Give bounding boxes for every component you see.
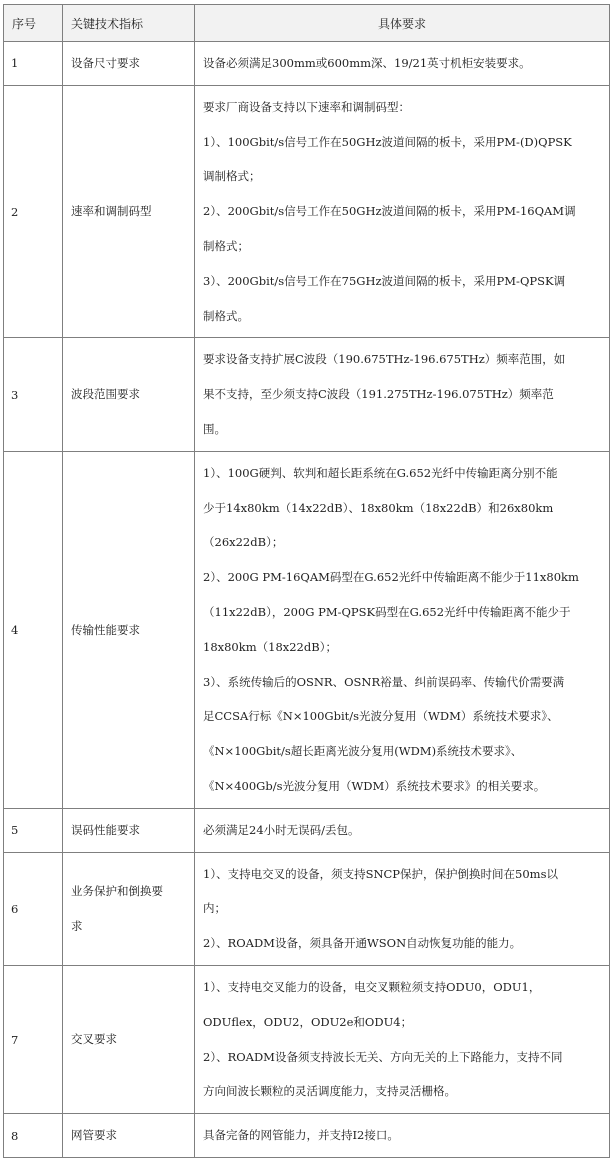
cell-specific-requirement (195, 42, 610, 86)
table-row (4, 451, 610, 808)
indicator-text-line: 波段范围要求 (71, 387, 140, 402)
indicator-text-line: 速率和调制码型 (71, 204, 152, 219)
requirement-text-line: 设备必须满足300mm或600mm深、19/21英寸机柜安装要求。 (203, 56, 531, 70)
requirement-text-line: （11x22dB），200G PM-QPSK码型在G.652光纤中传输距离不能少于 (203, 604, 571, 619)
cell-key-indicator (63, 42, 195, 86)
requirement-text-line: 3）、系统传输后的OSNR、OSNR裕量、纠前误码率、传输代价需要满 (203, 674, 565, 689)
indicator-text-line: 设备尺寸要求 (71, 56, 140, 71)
indicator-text-line: 网管要求 (71, 1128, 117, 1143)
requirements-table (3, 4, 610, 1158)
requirement-text-line: 1）、支持电交叉的设备，须支持SNCP保护，保护倒换时间在50ms以 (203, 866, 558, 881)
requirement-text-line: 1）、支持电交叉能力的设备，电交叉颗粒须支持ODU0，ODU1， (203, 979, 541, 994)
cell-key-indicator (63, 1114, 195, 1158)
header-key-indicator: 关键技术指标 (63, 5, 195, 42)
indicator-text-line: 交叉要求 (71, 1032, 117, 1047)
indicator-text-line: 误码性能要求 (71, 822, 140, 837)
requirement-text-line: 1）、100Gbit/s信号工作在50GHz波道间隔的板卡，采用PM-(D)QPSK (203, 134, 572, 149)
table-body (4, 42, 610, 1158)
cell-serial-number: 2 (4, 85, 63, 338)
requirement-text-line: 要求厂商设备支持以下速率和调制码型： (203, 99, 410, 114)
cell-specific-requirement (195, 451, 610, 808)
requirement-text-line: 要求设备支持扩展C波段（190.675THz-196.675THz）频率范围，如 (203, 352, 566, 367)
requirement-text-line: 制格式； (203, 238, 249, 253)
cell-specific-requirement (195, 852, 610, 965)
requirement-text-line: ODUflex，ODU2，ODU2e和ODU4； (203, 1014, 413, 1029)
cell-serial-number: 3 (4, 338, 63, 451)
requirement-text-line: 《N×100Gbit/s超长距离光波分复用(WDM)系统技术要求》、 (203, 744, 523, 759)
indicator-text-line: 业务保护和倒换要 (71, 884, 163, 899)
cell-serial-number: 7 (4, 965, 63, 1113)
requirement-text-line: 制格式。 (203, 308, 249, 323)
header-specific-requirement: 具体要求 (195, 5, 610, 42)
cell-specific-requirement (195, 808, 610, 852)
table-row (4, 965, 610, 1113)
requirement-text-line: 2）、ROADM设备须支持波长无关、方向无关的上下路能力，支持不同 (203, 1049, 563, 1064)
cell-serial-number: 5 (4, 808, 63, 852)
requirement-text-line: 果不支持，至少须支持C波段（191.275THz-196.075THz）频率范 (203, 387, 554, 402)
table-row (4, 852, 610, 965)
header-serial-number: 序号 (4, 5, 63, 42)
requirement-text-line: 2）、ROADM设备，须具备开通WSON自动恢复功能的能力。 (203, 936, 522, 951)
table-row (4, 808, 610, 852)
table-row (4, 1114, 610, 1158)
requirement-text-line: 3）、200Gbit/s信号工作在75GHz波道间隔的板卡，采用PM-QPSK调 (203, 273, 566, 288)
indicator-text-line: 传输性能要求 (71, 622, 140, 637)
requirement-text-line: 1）、100G硬判、软判和超长距系统在G.652光纤中传输距离分别不能 (203, 465, 558, 480)
cell-serial-number: 1 (4, 42, 63, 86)
requirement-text-line: 18x80km（18x22dB）； (203, 639, 337, 654)
requirement-text-line: 调制格式； (203, 169, 261, 184)
cell-specific-requirement (195, 1114, 610, 1158)
requirement-text-line: （26x22dB）； (203, 535, 284, 550)
table-row (4, 42, 610, 86)
requirement-text-line: 2）、200G PM-16QAM码型在G.652光纤中传输距离不能少于11x80km (203, 570, 579, 585)
cell-key-indicator (63, 85, 195, 338)
cell-specific-requirement (195, 85, 610, 338)
cell-serial-number: 4 (4, 451, 63, 808)
indicator-text-line: 求 (71, 918, 83, 933)
cell-serial-number: 6 (4, 852, 63, 965)
requirement-text-line: 2）、200Gbit/s信号工作在50GHz波道间隔的板卡，采用PM-16QAM调 (203, 204, 576, 219)
cell-serial-number: 8 (4, 1114, 63, 1158)
table-header-row (4, 5, 610, 42)
cell-key-indicator (63, 451, 195, 808)
cell-key-indicator (63, 965, 195, 1113)
cell-specific-requirement (195, 965, 610, 1113)
table-row (4, 338, 610, 451)
requirement-text-line: 围。 (203, 421, 226, 436)
cell-key-indicator (63, 852, 195, 965)
cell-specific-requirement (195, 338, 610, 451)
requirement-text-line: 内； (203, 901, 226, 916)
requirement-text-line: 少于14x80km（14x22dB）、18x80km（18x22dB）和26x80km (203, 500, 554, 515)
requirement-text-line: 必须满足24小时无误码/丢包。 (203, 822, 360, 837)
cell-key-indicator (63, 338, 195, 451)
requirement-text-line: 具备完备的网管能力，并支持I2接口。 (203, 1128, 399, 1143)
table-row (4, 85, 610, 338)
requirement-text-line: 《N×400Gb/s光波分复用（WDM）系统技术要求》的相关要求。 (203, 778, 546, 793)
requirement-text-line: 方向间波长颗粒的灵活调度能力，支持灵活栅格。 (203, 1084, 456, 1099)
requirement-text-line: 足CCSA行标《N×100Gbit/s光波分复用（WDM）系统技术要求》、 (203, 709, 559, 724)
cell-key-indicator (63, 808, 195, 852)
